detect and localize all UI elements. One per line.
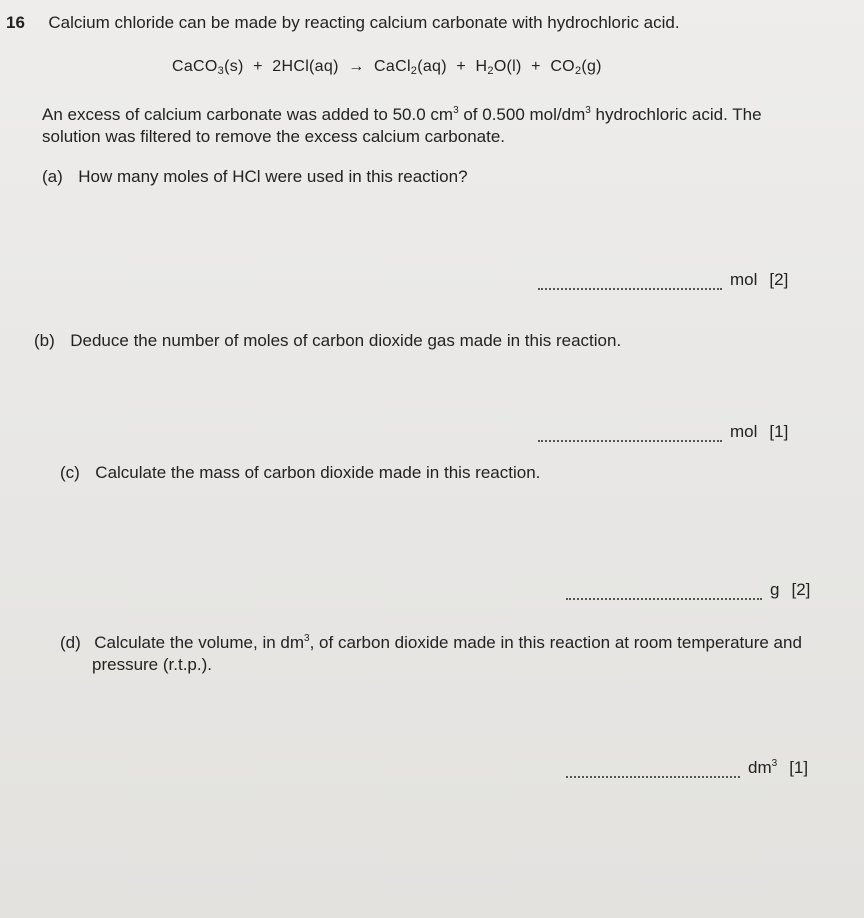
- part-d-answer: [566, 758, 808, 778]
- chemical-equation: [172, 58, 602, 77]
- part-b-marks: [1]: [769, 422, 789, 441]
- part-a-unit: mol: [730, 270, 758, 289]
- context-line-1: [42, 100, 822, 126]
- part-d-unit-sup: 3: [771, 758, 778, 769]
- eq-product3-state: (g): [581, 58, 602, 75]
- part-d-marks: [1]: [789, 758, 809, 777]
- part-b-text: Deduce the number of moles of carbon dioxide gas made in this reaction.: [70, 331, 622, 350]
- part-c-question: [60, 462, 540, 484]
- eq-reactant1: CaCO: [172, 58, 218, 75]
- part-a-answer: [538, 270, 788, 290]
- eq-product3: CO: [550, 58, 575, 75]
- part-b-answer-field[interactable]: [538, 428, 722, 442]
- part-b-answer: [538, 422, 788, 442]
- question-number: 16: [6, 13, 25, 32]
- part-a-question: [42, 166, 468, 188]
- context-sup: 3: [453, 105, 459, 116]
- part-d-text-a: Calculate the volume, in dm: [94, 633, 305, 652]
- part-a-answer-field[interactable]: [538, 276, 722, 290]
- eq-reactant1-state: (s): [224, 58, 244, 75]
- part-d-label: (d): [60, 633, 81, 652]
- context-text-c: hydrochloric acid. The: [590, 105, 762, 124]
- question-context: [42, 100, 822, 148]
- part-d-text-b: , of carbon dioxide made in this reaction at room temperature and: [309, 633, 802, 652]
- part-b-unit: mol: [730, 422, 758, 441]
- question-intro: Calcium chloride can be made by reacting calcium carbonate with hydrochloric acid.: [48, 13, 680, 32]
- eq-plus: +: [531, 58, 541, 75]
- context-line-2: solution was filtered to remove the excess calcium carbonate.: [42, 127, 506, 146]
- part-a-text: How many moles of HCl were used in this reaction?: [78, 167, 468, 186]
- eq-plus: +: [456, 58, 467, 75]
- eq-product2: H: [475, 58, 488, 75]
- eq-reactant2: 2HCl(aq): [272, 58, 339, 75]
- part-c-answer-field[interactable]: [566, 586, 762, 600]
- part-b-question: [34, 330, 621, 352]
- part-c-marks: [2]: [791, 580, 811, 599]
- part-c-answer: [566, 580, 810, 600]
- eq-reactant1-sub: 3: [217, 65, 225, 77]
- part-a-label: (a): [42, 167, 63, 186]
- context-sup: 3: [585, 105, 591, 116]
- part-d-text-sup: 3: [304, 633, 310, 644]
- part-d-line-2: pressure (r.t.p.).: [92, 655, 212, 674]
- part-c-label: (c): [60, 463, 80, 482]
- part-d-question: [60, 628, 840, 676]
- part-a-marks: [2]: [769, 270, 789, 289]
- part-b-label: (b): [34, 331, 55, 350]
- part-c-text: Calculate the mass of carbon dioxide made in this reaction.: [95, 463, 541, 482]
- part-c-unit: g: [770, 580, 780, 599]
- part-d-unit-wrap: [748, 758, 777, 778]
- eq-product1-state: (aq): [417, 58, 447, 75]
- eq-product1-sub: 2: [410, 65, 418, 77]
- eq-plus: +: [253, 58, 263, 75]
- context-text-b: of 0.500 mol/dm: [458, 105, 586, 124]
- eq-product3-sub: 2: [574, 65, 582, 77]
- part-d-line-1: [60, 628, 840, 654]
- eq-product2-sub: 2: [487, 65, 494, 77]
- eq-product2-rest: O(l): [493, 58, 522, 75]
- context-text-a: An excess of calcium carbonate was added to 50.0 cm: [42, 105, 454, 124]
- question-header: [6, 12, 680, 34]
- eq-arrow: →: [348, 58, 365, 75]
- part-d-unit: dm: [748, 758, 772, 777]
- eq-product1: CaCl: [374, 58, 411, 75]
- part-d-answer-field[interactable]: [566, 764, 740, 778]
